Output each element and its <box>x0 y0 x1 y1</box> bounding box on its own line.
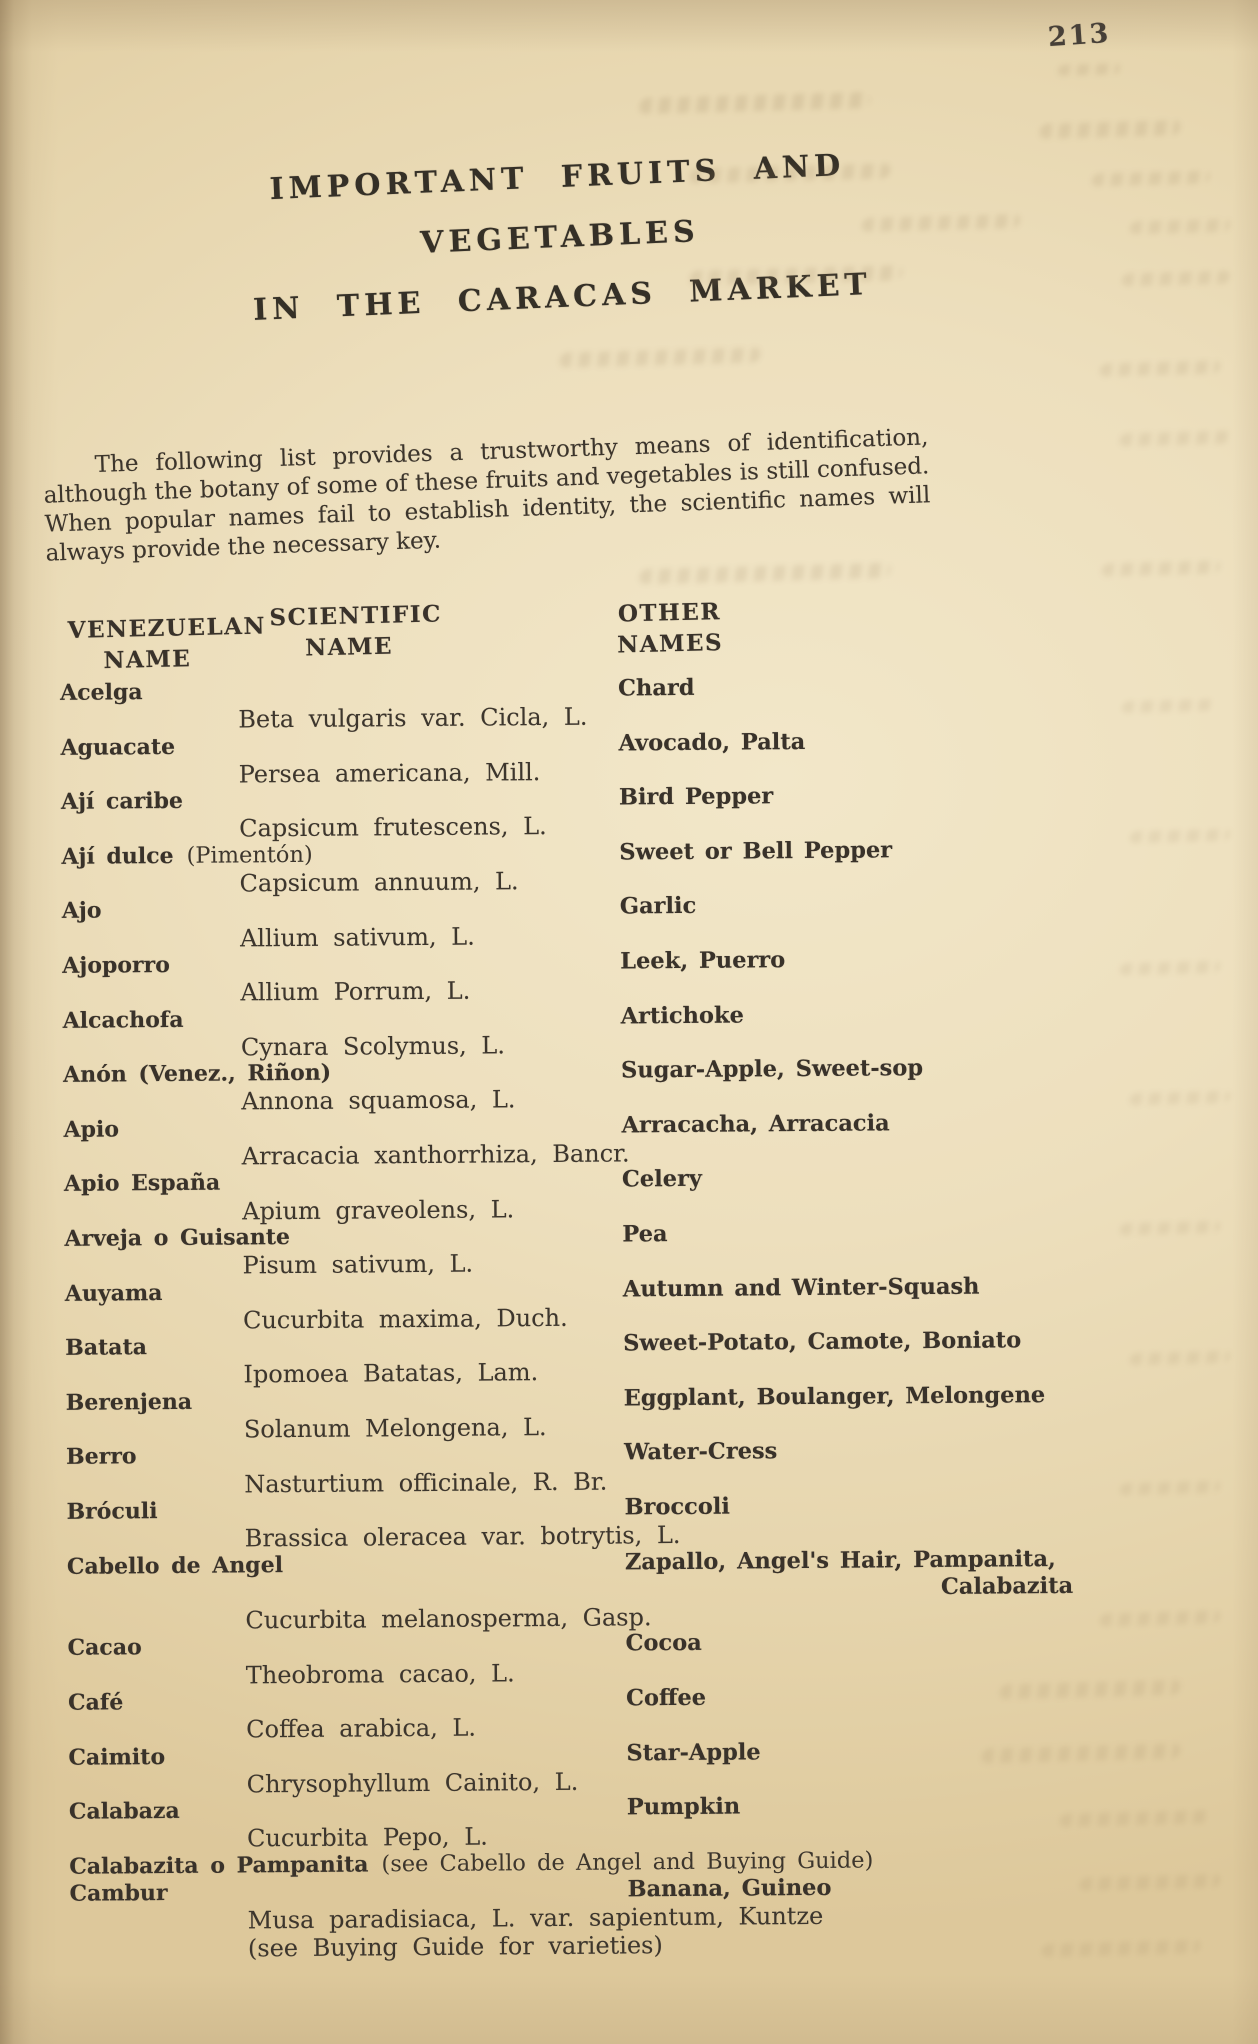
venezuelan-name: Ajoporro <box>62 951 170 979</box>
venezuelan-name: Auyama <box>64 1279 163 1307</box>
bleed-through-mark <box>1119 431 1231 447</box>
scientific-name: Persea americana, Mill. <box>238 757 541 789</box>
venezuelan-name: Ajo <box>61 897 102 925</box>
other-names: Avocado, Palta <box>618 728 806 757</box>
other-names: Bird Pepper <box>618 783 774 811</box>
bleed-through-mark <box>1091 170 1211 186</box>
venezuelan-name: Anón (Venez., Riñon) <box>63 1059 332 1088</box>
other-names: Autumn and Winter-Squash <box>622 1273 980 1302</box>
bleed-through-mark <box>1039 120 1181 139</box>
other-names: Artichoke <box>620 1002 744 1030</box>
venezuelan-name: Aguacate <box>60 733 176 761</box>
page-number: 213 <box>1046 17 1112 54</box>
venezuelan-name: Bróculi <box>66 1498 158 1525</box>
bleed-through-mark <box>639 563 892 585</box>
venezuelan-name: Cambur <box>69 1880 168 1907</box>
other-names: Sweet-Potato, Camote, Boniato <box>623 1327 1022 1357</box>
other-names: Garlic <box>619 893 697 920</box>
scientific-name: Nasturtium officinale, R. Br. <box>244 1467 608 1499</box>
scientific-name: Theobroma cacao, L. <box>245 1658 515 1690</box>
page-title-line1: IMPORTANT FRUITS AND VEGETABLES <box>268 148 846 261</box>
scientific-name: Cucurbita Pepo, L. <box>246 1822 488 1853</box>
scientific-name: Allium Porrum, L. <box>240 976 471 1007</box>
bleed-through-mark <box>1057 63 1120 76</box>
column-header-venezuelan-name: VENEZUELAN NAME <box>67 612 267 675</box>
other-names: Pumpkin <box>626 1793 741 1821</box>
intro-paragraph: The following list provides a trustworthy means of identification, although the botany of some of these fruits and vegetables is still confused. When popular names fail to establish identity, the scientific names will always provide the necessary key. <box>43 424 931 567</box>
venezuelan-name: Berenjena <box>65 1388 193 1416</box>
other-names-continued: Calabazita <box>940 1572 1074 1600</box>
other-names: Celery <box>621 1166 703 1193</box>
other-names: Coffee <box>625 1684 707 1712</box>
other-names: Eggplant, Boulanger, Melongene <box>623 1381 1046 1412</box>
venezuelan-name: Calabazita o Pampanita (see Cabello de Angel and Buying Guide) <box>69 1847 874 1880</box>
other-names: Broccoli <box>624 1493 731 1521</box>
other-names: Zapallo, Angel's Hair, Pampanita, <box>624 1545 1056 1575</box>
scientific-name: Cynara Scolymus, L. <box>240 1031 506 1062</box>
venezuelan-name: Café <box>67 1689 124 1716</box>
venezuelan-name: Arveja o Guisante <box>64 1223 291 1252</box>
venezuelan-name: Cabello de Angel <box>66 1551 284 1580</box>
scientific-name: Solanum Melongena, L. <box>243 1413 547 1444</box>
scientific-name: Arracacia xanthorrhiza, Bancr. <box>241 1139 630 1171</box>
venezuelan-name: Apio España <box>63 1169 221 1198</box>
other-names: Banana, Guineo <box>627 1874 832 1903</box>
scientific-name: Beta vulgaris var. Cicla, L. <box>238 702 588 734</box>
venezuelan-name: Ají dulce (Pimentón) <box>61 841 313 870</box>
venezuelan-note: (see Cabello de Angel and Buying Guide) <box>381 1847 874 1878</box>
scientific-name-note: (see Buying Guide for varieties) <box>247 1930 663 1963</box>
venezuelan-name: Apio <box>63 1116 120 1143</box>
venezuelan-note: (Pimentón) <box>186 841 313 869</box>
page-title <box>117 130 1004 347</box>
venezuelan-name: Batata <box>65 1334 148 1361</box>
other-names: Sugar-Apple, Sweet-sop <box>620 1055 924 1084</box>
bleed-through-mark <box>1101 560 1221 576</box>
scientific-name: Capsicum annuum, L. <box>239 867 519 898</box>
scientific-name: Pisum sativum, L. <box>242 1249 474 1280</box>
bleed-through-mark <box>559 347 761 367</box>
scientific-name: Coffea arabica, L. <box>246 1713 477 1744</box>
scientific-name: Ipomoea Batatas, Lam. <box>243 1358 539 1389</box>
venezuelan-name: Acelga <box>59 679 143 706</box>
column-header-scientific-name: SCIENTIFIC NAME <box>269 600 443 662</box>
scientific-name: Capsicum frutescens, L. <box>239 812 547 843</box>
scientific-name: Cucurbita maxima, Duch. <box>242 1303 568 1335</box>
venezuelan-name: Berro <box>66 1443 137 1471</box>
scientific-name: Apium graveolens, L. <box>242 1194 515 1226</box>
other-names: Pea <box>622 1221 668 1248</box>
other-names: Sweet or Bell Pepper <box>619 837 893 866</box>
other-names: Star-Apple <box>626 1738 761 1767</box>
bleed-through-mark <box>1099 360 1221 376</box>
other-names: Leek, Puerro <box>620 947 786 975</box>
scientific-name: Allium sativum, L. <box>239 922 475 953</box>
venezuelan-name: Calabaza <box>68 1798 180 1825</box>
venezuelan-name: Alcachofa <box>62 1006 184 1034</box>
venezuelan-name: Caimito <box>68 1743 166 1771</box>
scientific-name: Musa paradisiaca, L. var. sapientum, Kuntze <box>247 1902 824 1935</box>
bleed-through-mark <box>1129 219 1231 235</box>
venezuelan-name: Cacao <box>67 1634 142 1662</box>
other-names: Cocoa <box>625 1630 702 1657</box>
column-header-other-names: OTHER NAMES <box>616 598 724 659</box>
page-title-line2: IN THE CARACAS MARKET <box>252 266 873 328</box>
bleed-through-mark <box>1121 271 1231 287</box>
other-names: Arracacha, Arracacia <box>621 1110 890 1139</box>
scientific-name: Cucurbita melanosperma, Gasp. <box>245 1603 652 1635</box>
other-names: Chard <box>617 674 695 702</box>
scientific-name: Annona squamosa, L. <box>241 1085 516 1116</box>
other-names: Water-Cress <box>623 1438 778 1466</box>
species-list <box>40 671 1165 1963</box>
venezuelan-name: Ají caribe <box>60 788 184 816</box>
scientific-name: Brassica oleracea var. botrytis, L. <box>244 1521 681 1553</box>
scientific-name: Chrysophyllum Cainito, L. <box>246 1767 579 1799</box>
bleed-through-mark <box>639 92 872 114</box>
